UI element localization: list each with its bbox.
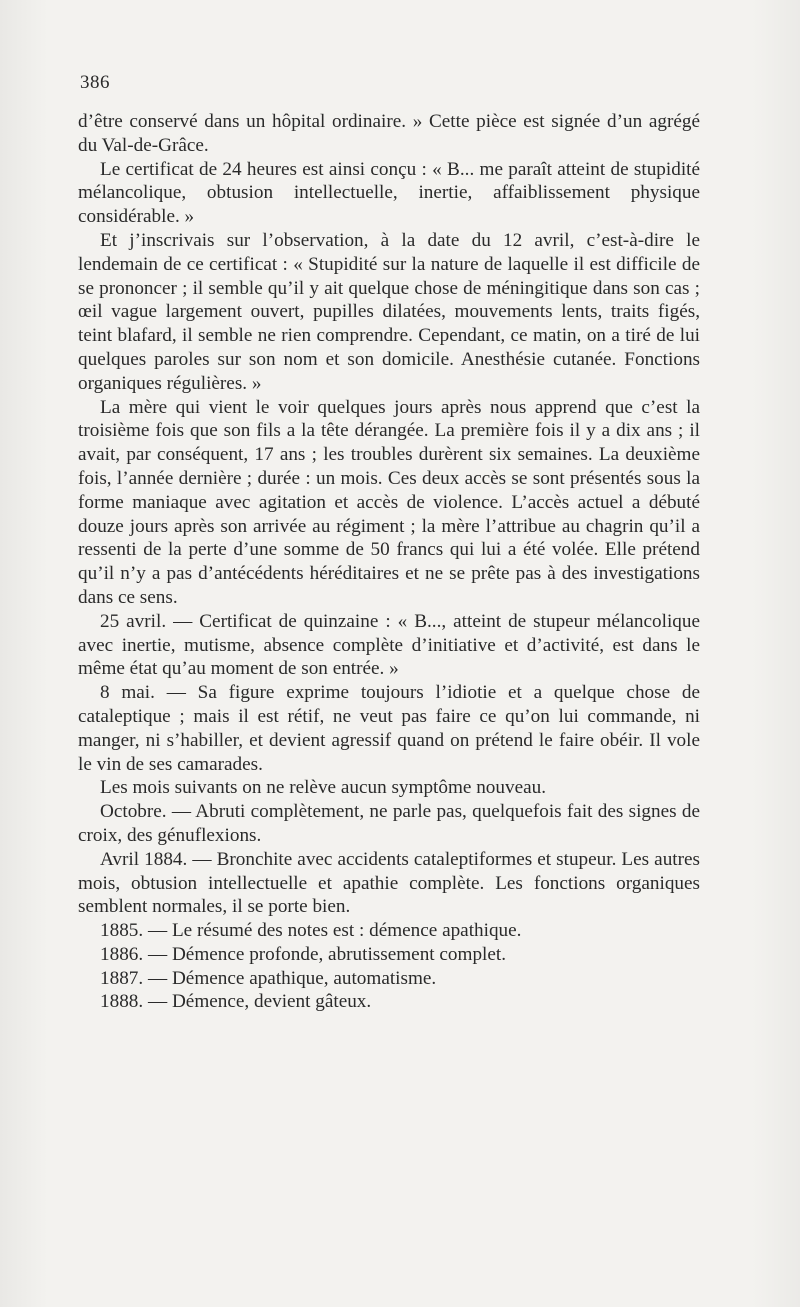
paragraph-following-months: Les mois suivants on ne relève aucun symptôme nouveau. — [100, 777, 547, 799]
page-number: 386 — [80, 72, 110, 93]
paragraph-25-april: 25 avril. — Certificat de quinzaine : « B..., atteint de stupeur mélancolique avec inertie, mutisme, absence complète d’initiative et d’activité, est dans le même état qu’au moment de son entrée. » — [78, 610, 700, 680]
paragraph-1886: 1886. — Démence profonde, abrutissement complet. — [100, 943, 507, 965]
paragraph-october: Octobre. — Abruti complètement, ne parle pas, quelquefois fait des signes de croix, des génuflexions. — [78, 801, 700, 846]
paragraph-mother-account: La mère qui vient le voir quelques jours après nous apprend que c’est la troisième fois que son fils a la tête dérangée. La première fois il y a dix ans ; il avait, par conséquent, 17 ans ; les troubles durèrent six semaines. La deuxième fois, l’année dernière ; durée : un mois. Ces deux accès se sont présentés sous la forme maniaque avec agitation et accès de violence. L’accès actuel a débuté douze jours après son arrivée au régiment ; la mère l’attribue au chagrin qu’il a ressenti de la perte d’une somme de 50 francs qui lui a été volée. Elle prétend qu’il n’y a pas d’antécédents héréditaires et ne se prête pas à des investigations dans ce sens. — [78, 396, 700, 608]
paragraph-certificate-24h: Le certificat de 24 heures est ainsi conçu : « B... me paraît atteint de stupidité mélancolique, obtusion intellectuelle, inertie, affaiblissement physique considérable. » — [78, 158, 700, 228]
paragraph-8-may: 8 mai. — Sa figure exprime toujours l’idiotie et a quelque chose de cataleptique ; mais il est rétif, ne veut pas faire ce qu’on lui commande, ni manger, ni s’habiller, et devient agressif quand on prétend le faire obéir. Il vole le vin de ses camarades. — [78, 682, 700, 775]
paragraph-continuation: d’être conservé dans un hôpital ordinaire. » Cette pièce est signée d’un agrégé du Val-de-Grâce. — [78, 111, 700, 156]
paragraph-april-1884: Avril 1884. — Bronchite avec accidents cataleptiformes et stupeur. Les autres mois, obtusion intellectuelle et apathie complète. Les fonctions organiques semblent normales, il se porte bien. — [78, 848, 700, 918]
paragraph-1887: 1887. — Démence apathique, automatisme. — [100, 967, 437, 989]
paragraph-1885: 1885. — Le résumé des notes est : démence apathique. — [100, 920, 522, 942]
paragraph-observation-12-april: Et j’inscrivais sur l’observation, à la date du 12 avril, c’est-à-dire le lendemain de ce certificat : « Stupidité sur la nature de laquelle il est difficile de se prononcer ; il semble qu’il y ait quelque chose de méningitique dans son cas ; œil vague largement ouvert, pupilles dilatées, mouvements lents, traits figés, teint blafard, il semble ne rien comprendre. Cependant, ce matin, on a tiré de lui quelques paroles sur son nom et son domicile. Anesthésie cutanée. Fonctions organiques régulières. » — [78, 229, 700, 394]
body-text — [78, 110, 700, 1014]
paragraph-1888: 1888. — Démence, devient gâteux. — [100, 991, 372, 1013]
